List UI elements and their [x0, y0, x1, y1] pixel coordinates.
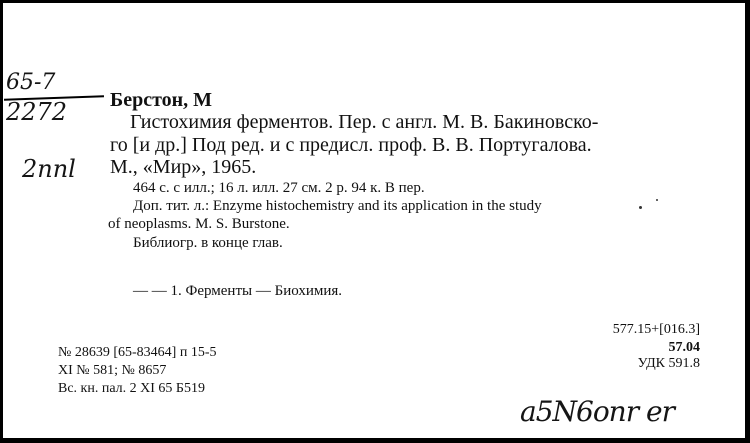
subject-heading: — — 1. Ферменты — Биохимия.	[133, 283, 343, 299]
udc-extended: 577.15+[016.3]	[612, 322, 700, 337]
note-line-1: Доп. тит. л.: Enzyme histochemistry and its application in the study	[133, 198, 542, 214]
author-heading: Берстон, М	[110, 89, 213, 111]
note-line-3: Библиогр. в конце глав.	[133, 235, 283, 251]
card-edge-bottom	[0, 438, 750, 443]
card-edge-left	[0, 0, 3, 443]
card-edge-right	[745, 0, 750, 443]
collation-line: 464 с. с илл.; 16 л. илл. 27 см. 2 р. 94 к. В пер.	[133, 180, 425, 196]
udk-code: УДК 591.8	[637, 356, 700, 371]
title-line-1: Гистохимия ферментов. Пер. с англ. М. В. Бакиновско-	[130, 111, 599, 133]
handwritten-note-bottom: a5N6onr er	[520, 395, 674, 428]
title-line-2: го [и др.] Под ред. и с предисл. проф. В. В. Португалова.	[110, 134, 592, 156]
card-edge-top	[0, 0, 750, 3]
ink-speck	[639, 206, 642, 209]
note-line-2: of neoplasms. M. S. Burstone.	[108, 216, 290, 232]
handwritten-mark-left: 2nnl	[22, 155, 76, 183]
bbk-code: 57.04	[668, 340, 700, 355]
handwritten-shelfmark-bottom: 2272	[6, 98, 68, 126]
stats-line-3: Вс. кн. пал. 2 XI 65 Б519	[58, 381, 205, 396]
stats-line-2: XI № 581; № 8657	[58, 363, 167, 378]
handwritten-shelfmark-top: 65-7	[6, 70, 56, 95]
ink-speck	[656, 199, 658, 201]
title-line-3: М., «Мир», 1965.	[110, 156, 257, 178]
stats-line-1: № 28639 [65-83464] п 15-5	[58, 345, 217, 360]
